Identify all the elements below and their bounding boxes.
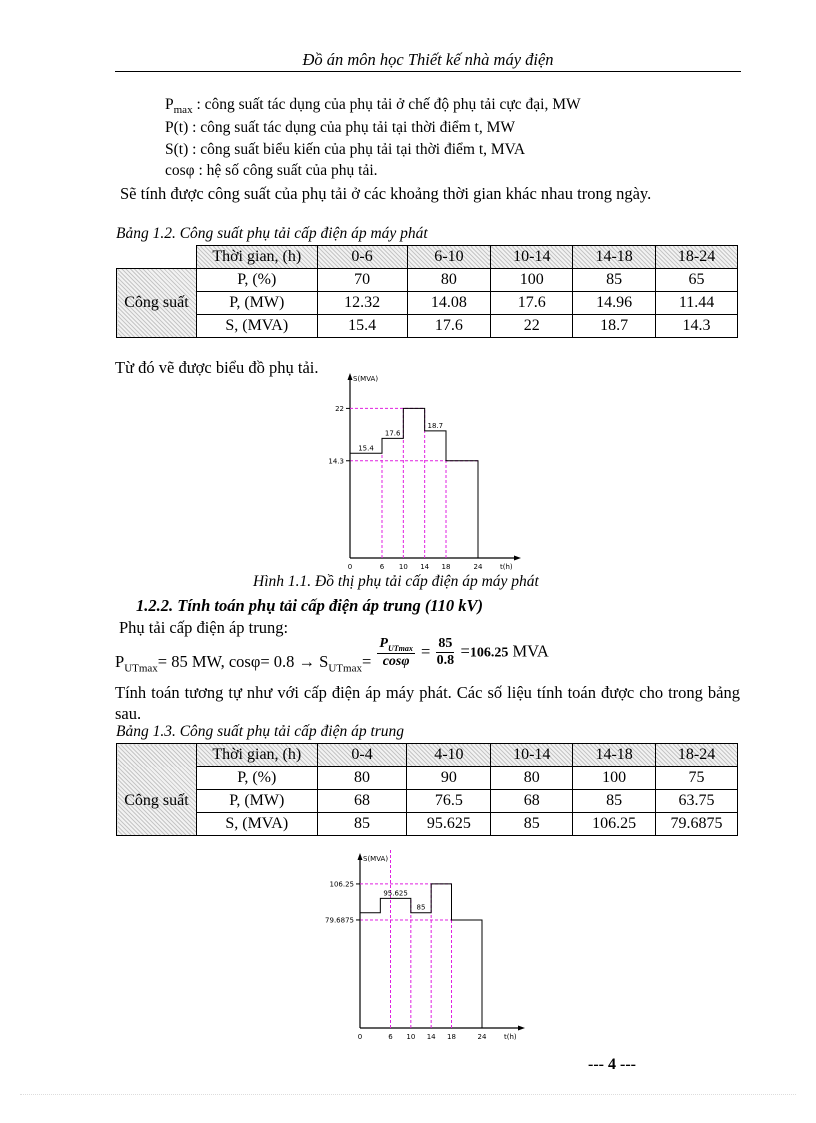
table1-caption: Bảng 1.2. Công suất phụ tải cấp điện áp máy phát [116, 225, 428, 242]
definition-st [165, 141, 525, 159]
table-header-cell: Thời gian, (h) [196, 744, 317, 767]
definition-cosphi [165, 162, 378, 180]
x-tick-label: 6 [379, 563, 385, 571]
table-row [117, 790, 738, 813]
table-cell: P, (MW) [196, 790, 317, 813]
load-chart-medium-voltage [310, 850, 540, 1045]
table-cell: 14.3 [656, 315, 738, 338]
page-header: Đồ án môn học Thiết kế nhà máy điện [302, 50, 554, 69]
definition-text: : công suất tác dụng của phụ tải tại thời điểm t, MW [188, 119, 515, 136]
table-row [117, 744, 738, 767]
table-cell: 68 [317, 790, 407, 813]
y-axis-label: S(MVA) [353, 375, 379, 383]
y-tick-label: 106.25 [329, 880, 354, 889]
table-cell: 63.75 [656, 790, 738, 813]
y-axis-label: S(MVA) [363, 855, 389, 863]
x-tick-label: 14 [426, 1033, 436, 1041]
x-tick-label: 10 [406, 1033, 416, 1041]
paragraph-chart-intro: Từ đó vẽ được biểu đồ phụ tải. [115, 358, 319, 377]
table-row-label: Công suất [117, 269, 197, 338]
x-tick-label: 6 [388, 1033, 393, 1041]
table-cell: 12.32 [317, 292, 407, 315]
table-cell: 90 [407, 767, 491, 790]
table2-caption: Bảng 1.3. Công suất phụ tải cấp điện áp trung [116, 723, 405, 740]
section-intro: Phụ tải cấp điện áp trung: [119, 618, 289, 637]
table-cell: 80 [407, 269, 491, 292]
table-row [117, 269, 738, 292]
definition-subscript: max [173, 104, 193, 117]
table-cell: 75 [656, 767, 738, 790]
table-cell: S, (MVA) [196, 813, 317, 836]
data-label: 85 [416, 903, 426, 912]
formula-frac1-den: cosφ [382, 653, 410, 669]
table-row-label: Công suất [117, 767, 197, 836]
data-label: 15.4 [358, 444, 374, 453]
table-header-cell: 14-18 [573, 744, 656, 767]
y-tick-label: 79.6875 [325, 916, 354, 925]
table-cell: 17.6 [407, 315, 491, 338]
table-cell: 14.08 [407, 292, 491, 315]
table-cell: 15.4 [317, 315, 407, 338]
table-header-cell: 6-10 [407, 246, 491, 269]
formula-lhs: P [115, 651, 125, 671]
y-tick-label: 14.3 [328, 457, 344, 466]
table-cell: 70 [317, 269, 407, 292]
table-cell: S, (MVA) [196, 315, 317, 338]
figure1-caption: Hình 1.1. Đồ thị phụ tải cấp điện áp máy phát [253, 573, 539, 590]
definition-text: : hệ số công suất của phụ tải. [194, 162, 378, 179]
data-label: 95.625 [383, 889, 408, 898]
table-cell: 80 [317, 767, 407, 790]
table-cell: 14.96 [573, 292, 656, 315]
formula-s-sub: UTmax [328, 661, 362, 674]
x-tick-label: 18 [447, 1033, 456, 1041]
table-header-cell: 14-18 [573, 246, 656, 269]
table-cell: 17.6 [491, 292, 573, 315]
table-header-cell: 0-6 [317, 246, 407, 269]
table-load-generator [116, 245, 738, 338]
definition-text: : công suất biểu kiến của phụ tải tại thời điểm t, MVA [188, 141, 526, 158]
table-corner [117, 246, 197, 269]
page-number: --- 4 --- [588, 1056, 636, 1073]
table-corner [117, 744, 197, 767]
paragraph-table2-intro: Tính toán tương tự như với cấp điện áp máy phát. Các số liệu tính toán được cho trong bảng sau. [115, 683, 740, 723]
table-cell: 18.7 [573, 315, 656, 338]
table-header-cell: Thời gian, (h) [196, 246, 317, 269]
table-cell: 79.6875 [656, 813, 738, 836]
data-label: 18.7 [427, 421, 444, 430]
data-label: 17.6 [384, 429, 401, 438]
section-heading: 1.2.2. Tính toán phụ tải cấp điện áp trung (110 kV) [136, 596, 484, 615]
table-cell: 80 [491, 767, 573, 790]
formula-result: 106.25 [469, 645, 509, 661]
table-cell: 68 [491, 790, 573, 813]
table-cell: 85 [491, 813, 573, 836]
table-row [117, 315, 738, 338]
table-header-cell: 4-10 [407, 744, 491, 767]
table-cell: 85 [573, 790, 656, 813]
table-row [117, 246, 738, 269]
table-cell: P, (%) [196, 269, 317, 292]
x-tick-label: 14 [420, 563, 430, 571]
formula-frac1-num-sub: UTmax [387, 643, 413, 653]
formula-ut: $P_{UTmax}= 85$ MW, $\cos\varphi= 0.8 \to S_{UTmax}=$ $\frac{P_{UTmax}}{\cos\varphi}$ = $\frac{85}{0.8}$ =106.25 MVA [115, 636, 549, 674]
x-axis-label: t(h) [504, 1033, 517, 1041]
table-cell: P, (%) [196, 767, 317, 790]
x-tick-label: 0 [357, 1033, 363, 1041]
table-row [117, 813, 738, 836]
definition-symbol: cosφ [165, 162, 195, 179]
table-cell: 95.625 [407, 813, 491, 836]
x-tick-label: 0 [347, 563, 353, 571]
table-cell: 106.25 [573, 813, 656, 836]
definition-symbol: P [165, 96, 174, 113]
formula-frac1-num: P [379, 636, 388, 651]
x-axis-arrow-icon [518, 1026, 525, 1031]
table-cell: 100 [491, 269, 573, 292]
x-tick-label: 24 [477, 1033, 487, 1041]
x-tick-label: 18 [441, 563, 451, 571]
table-cell: 100 [573, 767, 656, 790]
table-cell: 22 [491, 315, 573, 338]
table-header-cell: 18-24 [656, 246, 738, 269]
definition-pmax [165, 96, 581, 116]
header-divider [115, 71, 741, 72]
table-row [117, 292, 738, 315]
formula-frac2-den: 0.8 [436, 653, 455, 669]
formula-mid: = 85 MW, cosφ= 0.8 → S [157, 651, 329, 671]
definition-pt [165, 119, 515, 137]
paragraph-intro: Sẽ tính được công suất của phụ tải ở các khoảng thời gian khác nhau trong ngày. [120, 184, 652, 203]
formula-fraction-2 [436, 636, 454, 669]
load-step-series [350, 408, 478, 558]
load-chart-generator [300, 370, 550, 575]
table-cell: 85 [317, 813, 407, 836]
table-header-cell: 18-24 [656, 744, 738, 767]
page-bottom-border [20, 1094, 796, 1095]
table-cell: P, (MW) [196, 292, 317, 315]
table-cell: 76.5 [407, 790, 491, 813]
formula-frac2-num: 85 [438, 636, 453, 652]
x-axis-label: t(h) [500, 563, 513, 571]
table-cell: 11.44 [656, 292, 738, 315]
y-axis-arrow-icon [348, 373, 353, 380]
table-header-cell: 10-14 [491, 246, 573, 269]
definition-text: : công suất tác dụng của phụ tải ở chế độ phụ tải cực đại, MW [192, 96, 581, 113]
table-header-cell: 0-4 [317, 744, 407, 767]
y-tick-label: 22 [335, 404, 344, 413]
table-cell: 85 [573, 269, 656, 292]
formula-fraction-1 [377, 636, 414, 670]
definition-symbol: S(t) [165, 141, 189, 158]
table-row [117, 767, 738, 790]
x-tick-label: 10 [398, 563, 408, 571]
formula-unit: MVA [512, 641, 549, 661]
table-header-cell: 10-14 [491, 744, 573, 767]
y-axis-arrow-icon [358, 853, 363, 860]
table-cell: 65 [656, 269, 738, 292]
formula-lhs-sub: UTmax [124, 661, 158, 674]
definition-symbol: P(t) [165, 119, 189, 136]
x-axis-arrow-icon [514, 556, 521, 561]
table-load-medium-voltage [116, 743, 738, 836]
x-tick-label: 24 [473, 563, 483, 571]
